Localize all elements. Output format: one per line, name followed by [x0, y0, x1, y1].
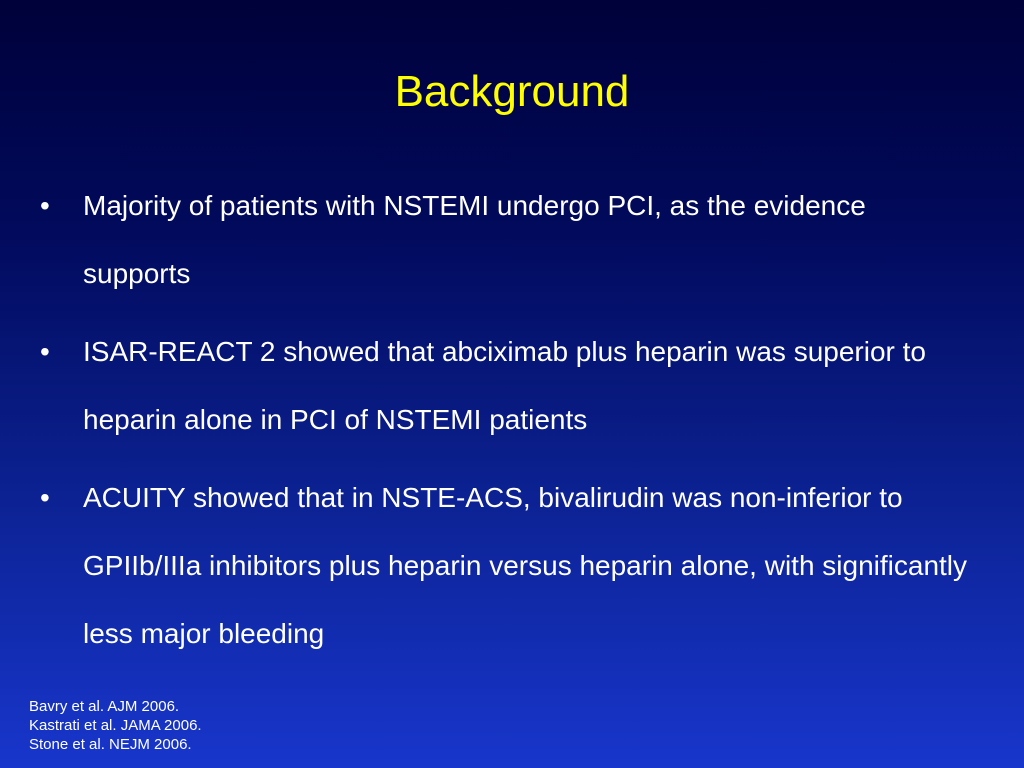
- reference-line: Kastrati et al. JAMA 2006.: [29, 717, 202, 734]
- bullet-text: Majority of patients with NSTEMI undergo PCI, as the evidence supports: [83, 190, 866, 289]
- reference-line: Bavry et al. AJM 2006.: [29, 698, 180, 715]
- references: [29, 697, 202, 754]
- bullet-icon: •: [40, 336, 50, 367]
- bullet-item: [40, 172, 980, 308]
- bullet-list: [40, 172, 980, 678]
- bullet-icon: •: [40, 190, 50, 221]
- bullet-text: ISAR-REACT 2 showed that abciximab plus heparin was superior to heparin alone in PCI of NSTEMI patients: [83, 336, 926, 435]
- bullet-item: [40, 464, 980, 668]
- reference-line: Stone et al. NEJM 2006.: [29, 736, 192, 753]
- bullet-text: ACUITY showed that in NSTE-ACS, bivalirudin was non-inferior to GPIIb/IIIa inhibitors plus heparin versus heparin alone, with significantly less major bleeding: [83, 482, 968, 649]
- bullet-icon: •: [40, 482, 50, 513]
- bullet-item: [40, 318, 980, 454]
- slide-title: Background: [394, 67, 630, 116]
